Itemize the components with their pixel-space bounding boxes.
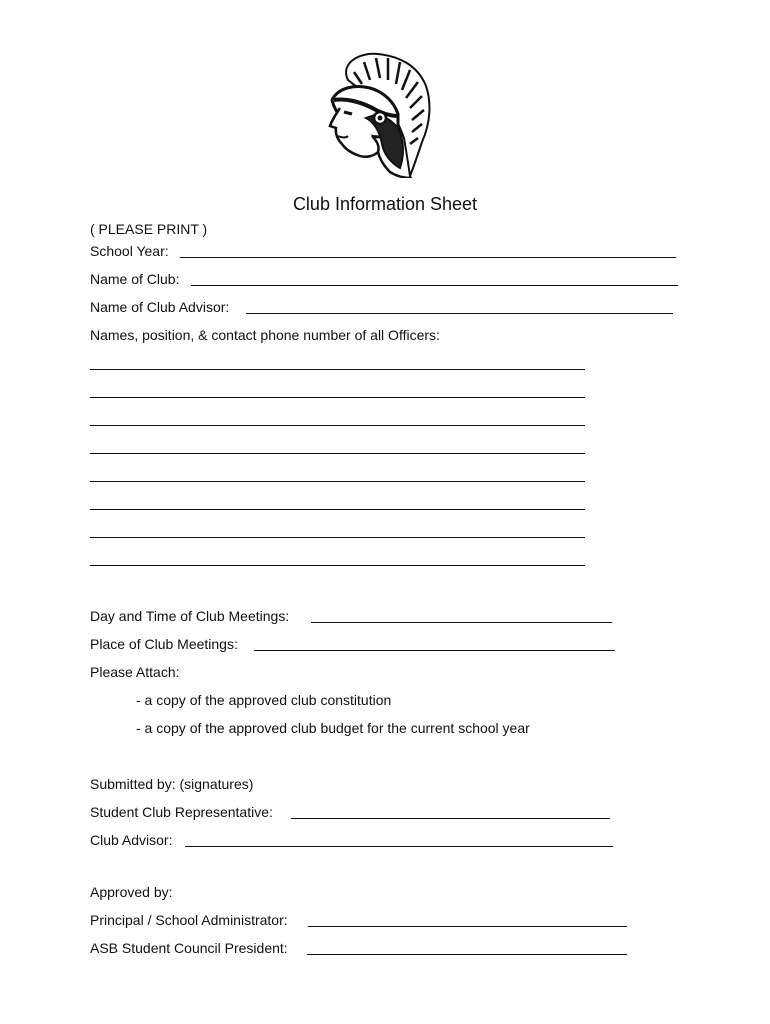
meeting-place-label: Place of Club Meetings: xyxy=(90,636,238,652)
spartan-helmet-logo xyxy=(318,50,440,178)
officer-line[interactable] xyxy=(90,397,585,398)
officer-line[interactable] xyxy=(90,453,585,454)
club-advisor-field[interactable] xyxy=(246,313,673,314)
officer-line[interactable] xyxy=(90,425,585,426)
principal-signature-field[interactable] xyxy=(308,926,627,927)
meeting-time-field[interactable] xyxy=(311,622,612,623)
officer-line[interactable] xyxy=(90,481,585,482)
submitted-by-heading: Submitted by: (signatures) xyxy=(90,776,254,792)
page-title: Club Information Sheet xyxy=(292,194,478,214)
approved-by-heading: Approved by: xyxy=(90,884,173,900)
meeting-time-label: Day and Time of Club Meetings: xyxy=(90,608,290,624)
student-rep-signature-field[interactable] xyxy=(291,818,610,819)
club-advisor-label: Name of Club Advisor: xyxy=(90,299,230,315)
asb-president-label: ASB Student Council President: xyxy=(90,940,288,956)
club-name-label: Name of Club: xyxy=(90,271,180,287)
officer-line[interactable] xyxy=(90,565,585,566)
school-year-field[interactable] xyxy=(180,257,676,258)
attach-item: - a copy of the approved club budget for the current school year xyxy=(136,720,530,736)
attach-item: - a copy of the approved club constitution xyxy=(136,692,392,708)
officer-line[interactable] xyxy=(90,537,585,538)
advisor-signature-field[interactable] xyxy=(185,846,613,847)
officer-line[interactable] xyxy=(90,369,585,370)
student-rep-label: Student Club Representative: xyxy=(90,804,273,820)
asb-president-signature-field[interactable] xyxy=(307,954,627,955)
meeting-place-field[interactable] xyxy=(254,650,615,651)
please-print-note: ( PLEASE PRINT ) xyxy=(90,221,208,237)
principal-label: Principal / School Administrator: xyxy=(90,912,288,928)
club-name-field[interactable] xyxy=(191,285,678,286)
please-attach-heading: Please Attach: xyxy=(90,664,180,680)
school-year-label: School Year: xyxy=(90,243,169,259)
advisor-signature-label: Club Advisor: xyxy=(90,832,173,848)
officers-label: Names, position, & contact phone number of all Officers: xyxy=(90,327,440,343)
officer-line[interactable] xyxy=(90,509,585,510)
